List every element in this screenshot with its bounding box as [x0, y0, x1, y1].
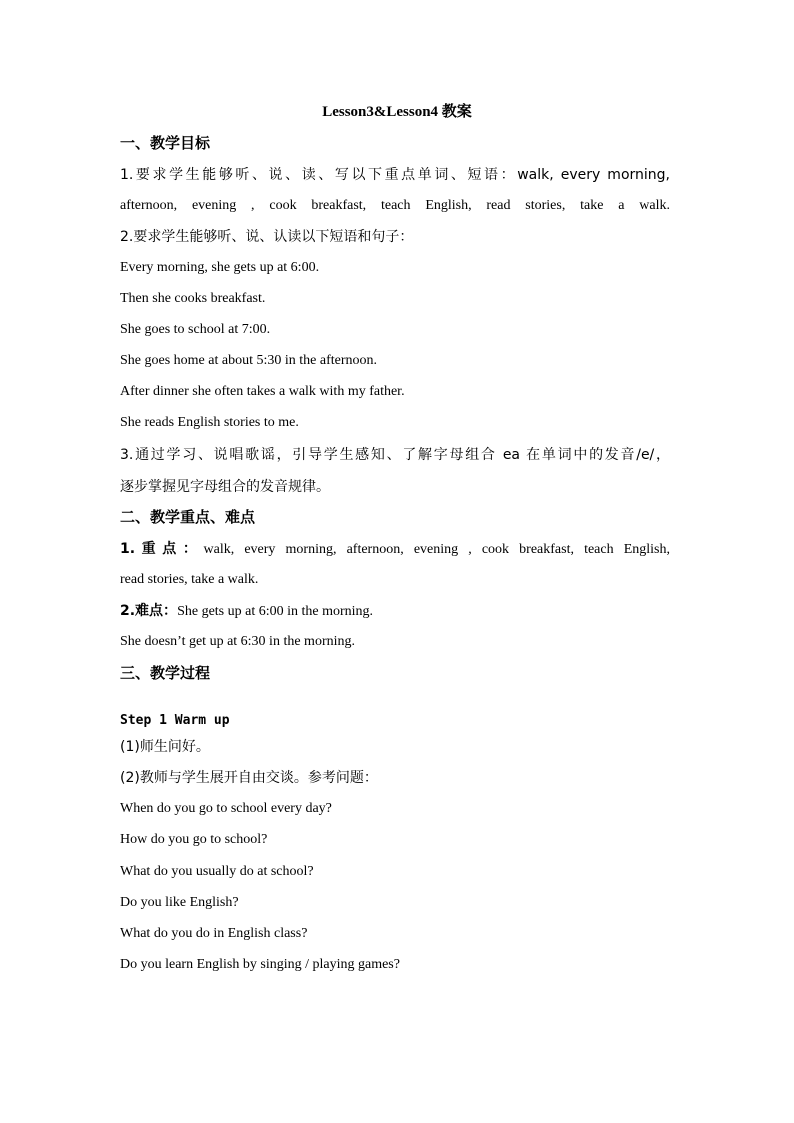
- question-line: Do you like English?: [120, 895, 239, 910]
- section-heading-objectives: 一、教学目标: [120, 134, 211, 152]
- question-line: When do you go to school every day?: [120, 801, 332, 816]
- step-1-title: Step 1 Warm up: [120, 713, 230, 728]
- question-line: What do you usually do at school?: [120, 864, 314, 879]
- step-1-item-1: (1)师生问好。: [120, 739, 210, 755]
- key-points-line-1: [120, 539, 670, 560]
- objective-2-intro: 2.要求学生能够听、说、认读以下短语和句子：: [120, 229, 414, 245]
- sentence-line: She goes to school at 7:00.: [120, 322, 271, 337]
- sentence-line: She goes home at about 5:30 in the afternoon.: [120, 353, 377, 368]
- section-heading-key-points: 二、教学重点、难点: [120, 508, 256, 526]
- sentence-line: Then she cooks breakfast.: [120, 291, 266, 306]
- document-title: Lesson3&Lesson4 教案: [322, 104, 472, 120]
- sentence-line: Every morning, she gets up at 6:00.: [120, 260, 320, 275]
- question-line: Do you learn English by singing / playing games?: [120, 957, 400, 972]
- objective-3-line-2: 逐步掌握见字母组合的发音规律。: [120, 479, 330, 495]
- key-points-label: 1.重点：: [120, 541, 204, 557]
- key-points-text: walk, every morning, afternoon, evening , cook breakfast, teach English,: [203, 542, 670, 557]
- difficult-points-line-1: [120, 601, 670, 622]
- objective-1-line-1: 1.要求学生能够听、说、读、写以下重点单词、短语：walk, every morning,: [120, 167, 670, 183]
- question-line: What do you do in English class?: [120, 926, 308, 941]
- difficult-points-line-2: She doesn’t get up at 6:30 in the morning.: [120, 634, 355, 649]
- sentence-line: She reads English stories to me.: [120, 415, 299, 430]
- key-points-line-2: read stories, take a walk.: [120, 572, 259, 587]
- objective-3-line-1: 3.通过学习、说唱歌谣，引导学生感知、了解字母组合 ea 在单词中的发音/e/，: [120, 447, 670, 463]
- difficult-points-text: She gets up at 6:00 in the morning.: [177, 604, 374, 619]
- difficult-points-label: 2.难点：: [120, 603, 178, 619]
- step-1-item-2: (2)教师与学生展开自由交谈。参考问题：: [120, 770, 378, 786]
- section-heading-process: 三、教学过程: [120, 664, 211, 682]
- objective-1-line-2: afternoon, evening , cook breakfast, teach English, read stories, take a walk.: [120, 198, 670, 213]
- sentence-line: After dinner she often takes a walk with my father.: [120, 384, 405, 399]
- question-line: How do you go to school?: [120, 832, 268, 847]
